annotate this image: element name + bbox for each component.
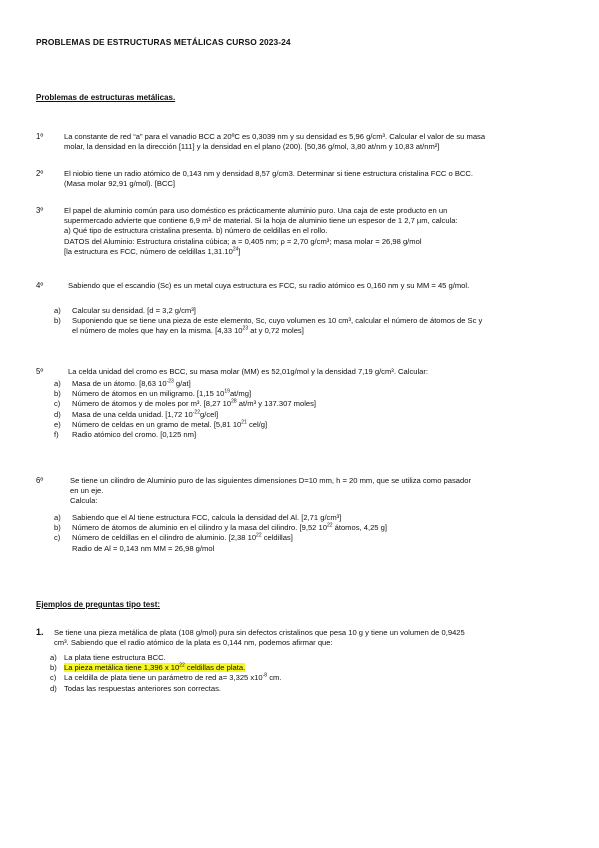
problem-3-answer — [64, 247, 564, 257]
item-text: Calcular su densidad. [d = 3,2 g/cm³] — [72, 306, 196, 315]
item-label: b) — [54, 523, 61, 533]
item-label: d) — [54, 409, 61, 419]
problem-3-line: DATOS del Aluminio: Estructura cristalina cúbica; a = 0,405 nm; ρ = 2,70 g/cm³; masa molar = 26,98 g/mol — [64, 236, 422, 246]
problem-5-item — [54, 379, 566, 389]
item-text: átomos, 4,25 g] — [332, 523, 387, 533]
problem-1-line: molar, la densidad en la dirección [111] y la densidad en el plano (200). [50,36 g/mol, 3,80 at/nm y 10,83 at/nm²] — [64, 142, 440, 152]
problem-2-number: 2º — [36, 169, 44, 178]
exponent: 28 — [231, 398, 237, 405]
item-text: Número de celdas en un gramo de metal. [5,81 10 — [72, 419, 242, 429]
item-text: Número de átomos de aluminio en el cilindro y la masa del cilindro. [9,52 10 — [72, 523, 327, 533]
option-label: c) — [50, 673, 57, 683]
exponent: 21 — [241, 419, 247, 426]
problem-3-line: supermercado advierte que contiene 6,9 m² de material. Si la hoja de aluminio tiene un espesor de 1 2,7 µm, calcula: — [64, 216, 458, 226]
problem-5-number: 5º — [36, 367, 44, 376]
problem-1-number: 1º — [36, 132, 44, 141]
problem-4-item-b-cont — [54, 326, 566, 336]
question-1-option-a — [50, 653, 566, 663]
item-text: cel/g] — [246, 419, 268, 429]
item-label: b) — [54, 316, 61, 326]
question-1-option-b — [50, 663, 566, 673]
section-heading-problems: Problemas de estructuras metálicas. — [36, 93, 176, 102]
problem-4-item-a — [54, 306, 566, 316]
item-label: c) — [54, 399, 61, 409]
item-text: at/m³ y 137.307 moles] — [236, 399, 317, 409]
exponent: 22 — [179, 662, 185, 669]
problem-3-line: El papel de aluminio común para uso doméstico es prácticamente aluminio puro. Una caja de este producto en un — [64, 206, 448, 215]
problem-4-number: 4º — [36, 281, 44, 290]
item-text: Masa de una celda unidad. [1,72 10 — [72, 409, 193, 419]
problem-5-items — [54, 379, 566, 440]
problem-5-intro: La celda unidad del cromo es BCC, su masa molar (MM) es 52,01g/mol y la densidad 7,19 g/cm³. Calcular: — [68, 367, 429, 376]
item-label: a) — [54, 379, 61, 388]
item-text: Número de átomos en un miligramo. [1,15 10 — [72, 389, 225, 399]
problem-6-line: Calcula: — [70, 496, 98, 506]
problem-5-item — [54, 410, 566, 420]
item-text: Masa de un átomo. [8,63 10 — [72, 379, 167, 388]
answer-text: ] — [238, 246, 241, 256]
problem-3-number: 3º — [36, 206, 44, 215]
question-1-option-c — [50, 673, 566, 683]
exponent: -23 — [166, 378, 174, 385]
item-text: Sabiendo que el Al tiene estructura FCC, calcula la densidad del Al. [2,71 g/cm³] — [72, 513, 342, 522]
exponent: -8 — [262, 672, 268, 679]
document-title: PROBLEMAS DE ESTRUCTURAS METÁLICAS CURSO 2023-24 — [36, 37, 291, 47]
problem-5-item — [54, 420, 566, 430]
item-label: a) — [54, 306, 61, 315]
option-label: b) — [50, 663, 57, 673]
exponent: 22 — [256, 532, 262, 539]
problem-4-intro: Sabiendo que el escandio (Sc) es un metal cuya estructura es FCC, su radio atómico es 0,160 nm y su MM = 45 g/mol. — [68, 281, 470, 290]
option-text: La plata tiene estructura BCC. — [64, 653, 166, 662]
problem-3-text — [64, 206, 564, 257]
item-text: Suponiendo que se tiene una pieza de este elemento, Sc, cuyo volumen es 10 cm³, calcular el número de átomos de Sc y — [72, 316, 483, 326]
problem-6-line: Se tiene un cilindro de Aluminio puro de las siguientes dimensiones D=10 mm, h = 20 mm, que se utiliza como pasador — [70, 476, 472, 485]
question-1-number: 1. — [36, 627, 44, 637]
problem-6-data: Radio de Al = 0,143 nm MM = 26,98 g/mol — [72, 543, 215, 553]
option-text: celdillas de plata. — [184, 663, 246, 673]
exponent: 22 — [326, 522, 333, 529]
item-label: e) — [54, 419, 61, 429]
question-1-options — [50, 653, 566, 694]
problem-6-number: 6º — [36, 476, 44, 485]
item-text: at y 0,72 moles] — [248, 326, 304, 336]
option-text: La pieza metálica tiene 1,396 x 10 — [64, 663, 180, 673]
problem-4-item-b — [54, 316, 566, 326]
problem-2-line: (Masa molar 92,91 g/mol). [BCC] — [64, 179, 175, 189]
question-1-line: Se tiene una pieza metálica de plata (108 g/mol) pura sin defectos cristalinos que pesa 10 g y tiene un volumen de 0,9425 — [54, 628, 465, 637]
option-text: La celdilla de plata tiene un parámetro de red a= 3,325 x10 — [64, 673, 263, 683]
problem-2-text — [64, 169, 564, 189]
item-text: el número de moles que hay en la misma. [4,33 10 — [72, 326, 243, 336]
item-text: g/cel] — [199, 409, 219, 419]
problem-3-line: a) Qué tipo de estructura cristalina presenta. b) número de celdillas en el rollo. — [64, 226, 328, 236]
item-text: at/mg] — [229, 389, 252, 399]
item-text: Número de celdillas en el cilindro de aluminio. [2,38 10 — [72, 533, 257, 543]
problem-5-item — [54, 399, 566, 409]
question-1-text — [54, 628, 566, 648]
section-heading-test-examples: Ejemplos de preguntas tipo test: — [36, 600, 161, 609]
option-label: a) — [50, 653, 57, 662]
highlighted-answer — [64, 663, 245, 672]
problem-6-item — [54, 533, 566, 543]
item-text: Número de átomos y de moles por m³. [8,27 10 — [72, 399, 232, 409]
problem-4-items — [54, 306, 566, 337]
problem-6-items — [54, 513, 566, 554]
problem-1-line: La constante de red “a” para el vanadio BCC a 20ºC es 0,3039 nm y su densidad es 5,96 g/cm³. Calcular el valor de su masa — [64, 132, 486, 141]
option-text: cm. — [267, 673, 282, 683]
item-text: g/at] — [173, 379, 191, 388]
problem-5-item — [54, 389, 566, 399]
item-label: c) — [54, 533, 61, 543]
problem-2-line: El niobio tiene un radio atómico de 0,143 nm y densidad 8,57 g/cm3. Determinar si tiene estructura cristalina FCC o BCC. — [64, 169, 473, 178]
exponent: 24 — [232, 246, 239, 253]
problem-6-text — [70, 476, 570, 507]
question-1-option-d — [50, 684, 566, 694]
problem-6-item — [54, 513, 566, 523]
answer-text: [la estructura es FCC, número de celdillas 1,31.10 — [64, 246, 233, 256]
problem-5-item — [54, 430, 566, 440]
question-1-line: cm³. Sabiendo que el radio atómico de la plata es 0,144 nm, podemos afirmar que: — [54, 638, 333, 648]
item-label: b) — [54, 389, 61, 399]
exponent: -22 — [192, 409, 200, 416]
exponent: 19 — [224, 388, 230, 395]
exponent: 23 — [242, 325, 249, 332]
item-label: a) — [54, 513, 61, 522]
option-label: d) — [50, 683, 57, 693]
item-text: Radio atómico del cromo. [0,125 nm] — [72, 430, 197, 440]
option-text: Todas las respuestas anteriores son correctas. — [64, 683, 222, 693]
problem-1-text — [64, 132, 564, 152]
problem-6-line: en un eje. — [70, 486, 104, 496]
problem-6-item — [54, 523, 566, 533]
item-label: f) — [54, 430, 59, 440]
item-text: celdillas] — [261, 533, 293, 543]
